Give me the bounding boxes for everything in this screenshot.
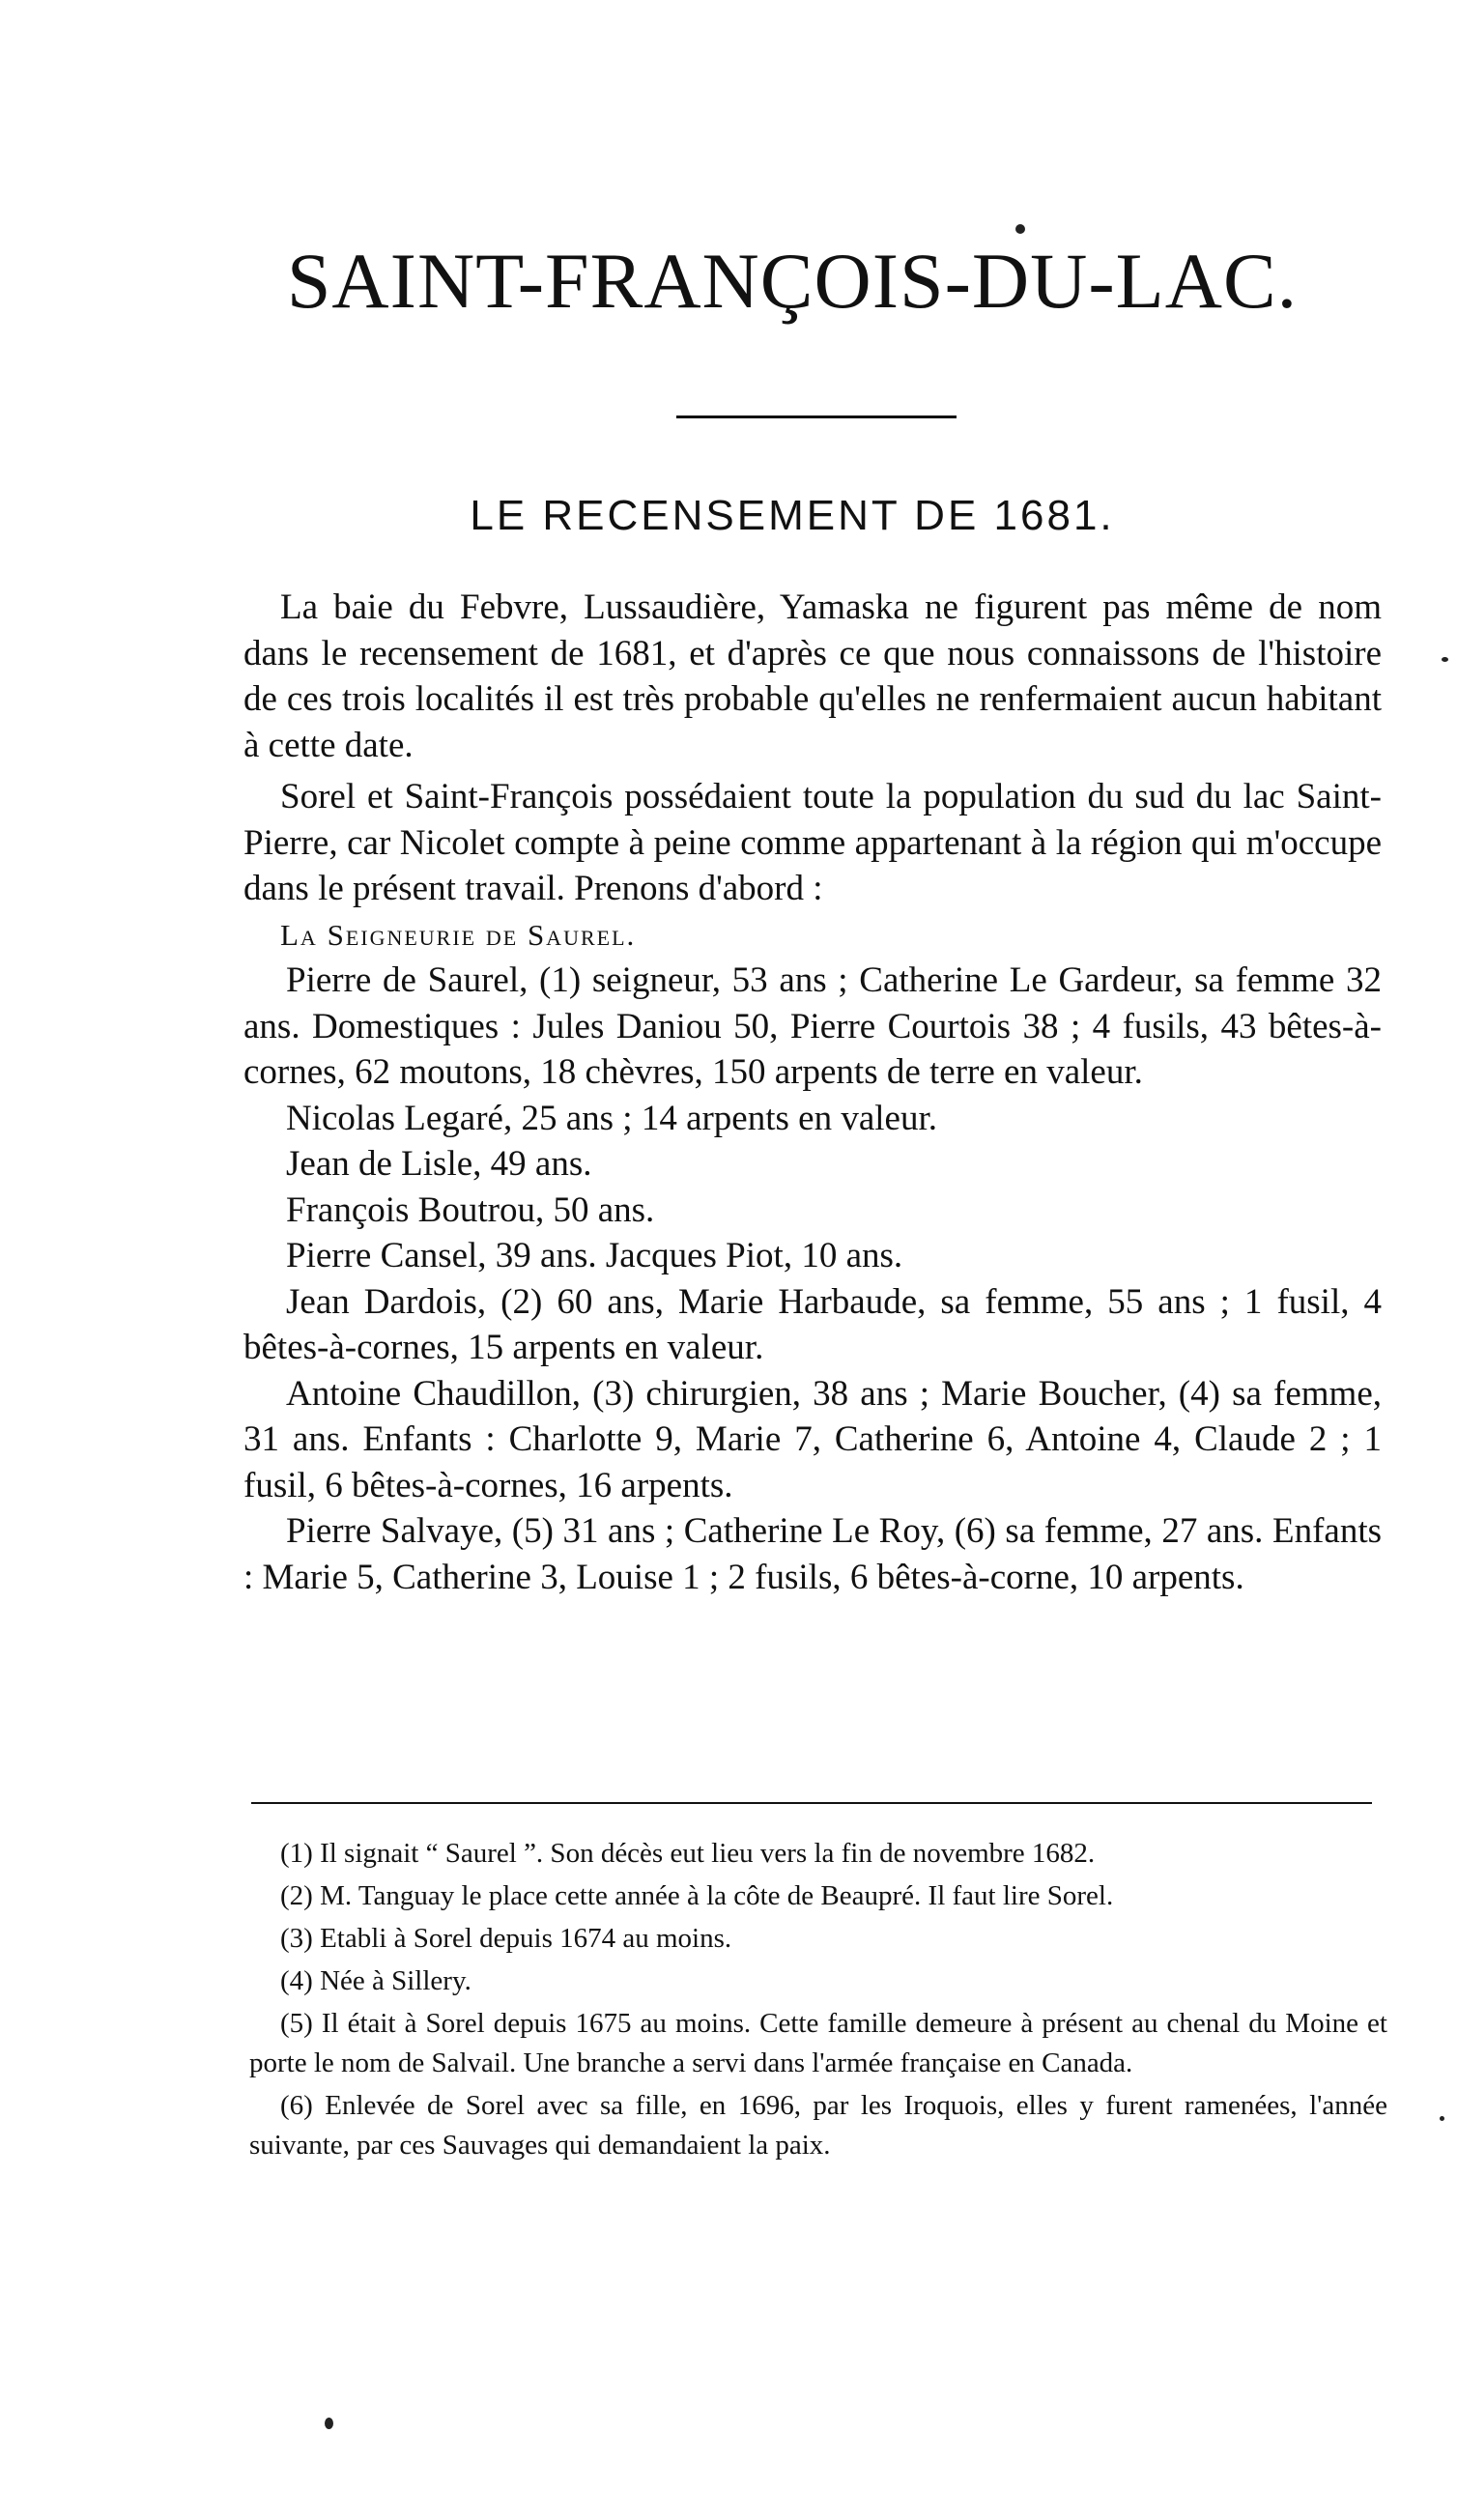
subsection-title: La Seigneurie de Saurel. xyxy=(280,917,637,952)
page-title: SAINT-FRANÇOIS-DU-LAC. xyxy=(286,237,1299,325)
intro-paragraph: Sorel et Saint-François possédaient toute la population du sud du lac Saint-Pierre, car Nicolet compte à peine comme appartenant à la région qui m'occupe dans le présent travail. Prenons d'abord : xyxy=(243,777,1382,908)
section-heading: LE RECENSEMENT DE 1681. xyxy=(470,492,1115,539)
census-entry: Pierre Cansel, 39 ans. Jacques Piot, 10 ans. xyxy=(286,1236,903,1275)
census-entry: Pierre de Saurel, (1) seigneur, 53 ans ; Catherine Le Gardeur, sa femme 32 ans. Domestiques : Jules Daniou 50, Pierre Courtois 38 ; 4 fusils, 43 bêtes-à-cornes, 62 moutons, 18 chèvres, 150 arpents de terre en valeur. xyxy=(243,960,1382,1092)
intro-paragraph: La baie du Febvre, Lussaudière, Yamaska ne figurent pas même de nom dans le recensement de 1681, et d'après ce que nous connaissons de l'histoire de ces trois localités il est très probable qu'elles ne renfermaient aucun habitant à cette date. xyxy=(243,587,1382,765)
footnote: (5) Il était à Sorel depuis 1675 au moins. Cette famille demeure à présent au chenal du Moine et porte le nom de Salvail. Une branche a servi dans l'armée française en Canada. xyxy=(249,2008,1387,2078)
footnote: (1) Il signait “ Saurel ”. Son décès eut lieu vers la fin de novembre 1682. xyxy=(280,1838,1096,1869)
main-text xyxy=(243,585,1382,1600)
census-entry: Jean de Lisle, 49 ans. xyxy=(286,1144,592,1184)
census-entry: Pierre Salvaye, (5) 31 ans ; Catherine Le Roy, (6) sa femme, 27 ans. Enfants : Marie 5, Catherine 3, Louise 1 ; 2 fusils, 6 bêtes-à-corne, 10 arpents. xyxy=(243,1511,1382,1597)
footnotes xyxy=(249,1834,1387,2168)
footnote: (2) M. Tanguay le place cette année à la côte de Beaupré. Il faut lire Sorel. xyxy=(280,1880,1114,1911)
footnote: (6) Enlevée de Sorel avec sa fille, en 1696, par les Iroquois, elles y furent ramenées, l'année suivante, par ces Sauvages qui demandaient la paix. xyxy=(249,2090,1387,2161)
ink-speck xyxy=(325,2418,333,2429)
ink-speck xyxy=(1442,657,1448,662)
census-entry: François Boutrou, 50 ans. xyxy=(286,1189,655,1230)
footnote: (4) Née à Sillery. xyxy=(280,1965,471,1996)
census-entry: Antoine Chaudillon, (3) chirurgien, 38 ans ; Marie Boucher, (4) sa femme, 31 ans. Enfants : Charlotte 9, Marie 7, Catherine 6, Antoine 4, Claude 2 ; 1 fusil, 6 bêtes-à-cornes, 16 arpents. xyxy=(243,1373,1382,1505)
ink-speck xyxy=(1015,224,1025,234)
footnote-divider xyxy=(251,1802,1372,1804)
census-entry: Jean Dardois, (2) 60 ans, Marie Harbaude, sa femme, 55 ans ; 1 fusil, 4 bêtes-à-cornes, 15 arpents en valeur. xyxy=(243,1281,1382,1367)
census-entry: Nicolas Legaré, 25 ans ; 14 arpents en valeur. xyxy=(286,1098,937,1138)
ink-speck xyxy=(1440,2116,1444,2121)
footnote: (3) Etabli à Sorel depuis 1674 au moins. xyxy=(280,1923,732,1954)
title-divider xyxy=(676,415,957,418)
